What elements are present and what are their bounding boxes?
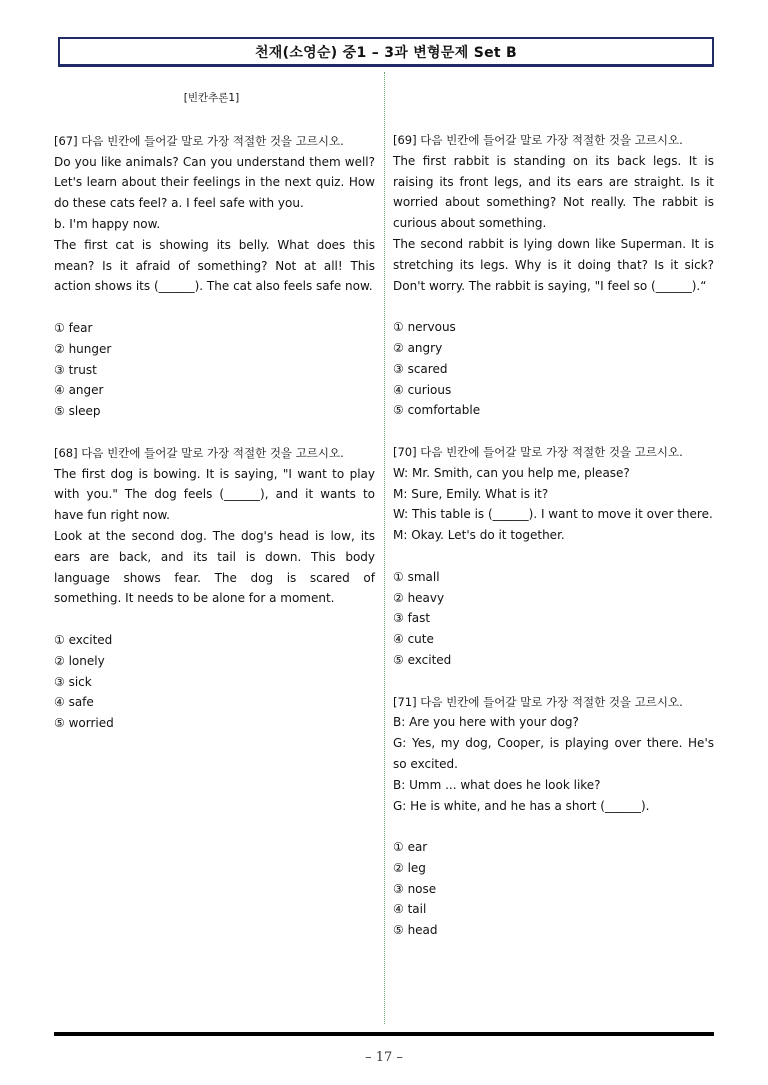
answer-options	[393, 567, 714, 671]
answer-options	[54, 318, 375, 422]
answer-options	[54, 630, 375, 734]
passage-line: The second rabbit is lying down like Superman. It is stretching its legs. Why is it doing that? Is it sick? Don't worry. The rabbit is saying, "I feel so (______).“	[393, 236, 714, 293]
answer-option[interactable]: ⑤ sleep	[54, 404, 101, 419]
question-passage	[393, 712, 714, 816]
passage-line: Look at the second dog. The dog's head is low, its ears are back, and its tail is down. This body language shows fear. The dog is scared of something. It needs to be alone for a moment.	[54, 528, 375, 606]
question-passage	[54, 464, 375, 610]
answer-option[interactable]: ③ trust	[54, 362, 97, 377]
left-column	[54, 88, 375, 755]
dialogue-line: W: This table is (______). I want to move it over there.	[393, 507, 713, 522]
question-passage	[54, 152, 375, 298]
question-passage	[393, 463, 714, 546]
answer-option[interactable]: ④ safe	[54, 695, 94, 710]
answer-option[interactable]: ③ fast	[393, 611, 431, 626]
document-header	[58, 37, 714, 67]
passage-line: The first dog is bowing. It is saying, "I want to play with you." The dog feels (______), and it wants to have fun right now.	[54, 466, 375, 523]
page-number: – 17 –	[365, 1050, 403, 1065]
answer-option[interactable]: ④ tail	[393, 902, 427, 917]
dialogue-line: G: He is white, and he has a short (______).	[393, 798, 650, 813]
question-header: [67] 다음 빈칸에 들어갈 말로 가장 적절한 것을 고르시오.	[54, 133, 344, 148]
question-header: [69] 다음 빈칸에 들어갈 말로 가장 적절한 것을 고르시오.	[393, 133, 683, 147]
column-divider	[384, 72, 385, 1024]
question-70	[393, 442, 714, 671]
answer-option[interactable]: ② hunger	[54, 341, 112, 356]
question-68	[54, 443, 375, 734]
answer-option[interactable]: ③ nose	[393, 881, 437, 896]
answer-options	[393, 837, 714, 941]
answer-option[interactable]: ① fear	[54, 320, 93, 335]
question-header: [71] 다음 빈칸에 들어갈 말로 가장 적절한 것을 고르시오.	[393, 694, 683, 709]
passage-line: The first cat is showing its belly. What does this mean? Is it afraid of something? Not at all! This action shows its (______). The cat also feels safe now.	[54, 237, 375, 294]
answer-option[interactable]: ① excited	[54, 632, 113, 647]
answer-option[interactable]: ① ear	[393, 840, 428, 855]
question-header: [70] 다음 빈칸에 들어갈 말로 가장 적절한 것을 고르시오.	[393, 444, 683, 459]
answer-option[interactable]: ⑤ comfortable	[393, 403, 481, 418]
question-67	[54, 131, 375, 422]
document-title: 천재(소영순) 중1 – 3과 변형문제 Set B	[254, 44, 518, 61]
answer-option[interactable]: ③ scared	[393, 361, 448, 376]
answer-option[interactable]: ③ sick	[54, 674, 92, 689]
passage-line: Do you like animals? Can you understand them well? Let's learn about their feelings in the next quiz. How do these cats feel? a. I feel safe with you.	[54, 154, 375, 211]
dialogue-line: G: Yes, my dog, Cooper, is playing over there. He's so excited.	[393, 736, 714, 771]
answer-option[interactable]: ④ curious	[393, 382, 452, 397]
answer-option[interactable]: ② lonely	[54, 653, 105, 668]
dialogue-line: B: Are you here with your dog?	[393, 715, 579, 730]
answer-option[interactable]: ⑤ head	[393, 923, 438, 938]
answer-option[interactable]: ② heavy	[393, 590, 445, 605]
answer-option[interactable]: ② angry	[393, 340, 443, 355]
dialogue-line: M: Sure, Emily. What is it?	[393, 486, 549, 501]
question-71	[393, 692, 714, 942]
answer-option[interactable]: ④ anger	[54, 383, 104, 398]
question-69	[393, 130, 714, 421]
answer-option[interactable]: ② leg	[393, 860, 426, 875]
answer-option[interactable]: ① nervous	[393, 320, 456, 335]
passage-line: The first rabbit is standing on its back legs. It is raising its front legs, and its ears are straight. Is it worried about something? Not really. The rabbit is curious about something.	[393, 153, 714, 231]
dialogue-line: M: Okay. Let's do it together.	[393, 528, 565, 543]
question-passage	[393, 151, 714, 297]
dialogue-line: W: Mr. Smith, can you help me, please?	[393, 465, 630, 480]
answer-option[interactable]: ④ cute	[393, 632, 434, 647]
passage-line: b. I'm happy now.	[54, 216, 161, 231]
answer-option[interactable]: ⑤ excited	[393, 652, 452, 667]
footer-rule	[54, 1032, 714, 1036]
question-header: [68] 다음 빈칸에 들어갈 말로 가장 적절한 것을 고르시오.	[54, 445, 344, 460]
dialogue-line: B: Umm ... what does he look like?	[393, 777, 601, 792]
answer-options	[393, 317, 714, 421]
section-label: [빈칸추론1]	[183, 92, 240, 104]
answer-option[interactable]: ① small	[393, 569, 440, 584]
right-column	[393, 130, 714, 962]
answer-option[interactable]: ⑤ worried	[54, 716, 114, 731]
